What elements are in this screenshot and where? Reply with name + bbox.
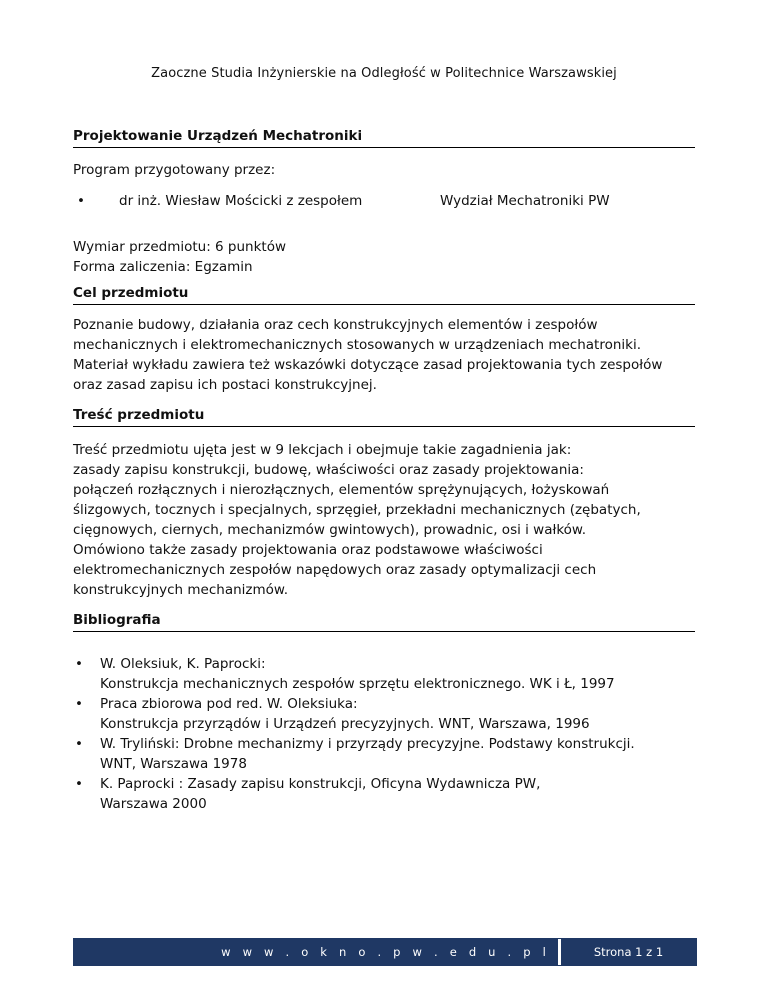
bibliography-line: W. Oleksiuk, K. Paprocki: bbox=[100, 656, 266, 672]
course-assessment: Forma zaliczenia: Egzamin bbox=[73, 259, 253, 275]
goal-line: mechanicznych i elektromechanicznych stosowanych w urządzeniach mechatroniki. bbox=[73, 337, 642, 353]
bullet-icon: • bbox=[75, 696, 83, 712]
page-number: Strona 1 z 1 bbox=[561, 939, 696, 965]
faculty: Wydział Mechatroniki PW bbox=[440, 193, 610, 209]
bullet-icon: • bbox=[75, 776, 83, 792]
content-line: Treść przedmiotu ujęta jest w 9 lekcjach i obejmuje takie zagadnienia jak: bbox=[73, 442, 572, 458]
content-line: cięgnowych, ciernych, mechanizmów gwintowych), prowadnic, osi i wałków. bbox=[73, 522, 587, 538]
bibliography-item bbox=[73, 734, 695, 774]
bibliography-item bbox=[73, 774, 695, 814]
author-row bbox=[73, 191, 695, 211]
content-text bbox=[73, 440, 695, 600]
document-body bbox=[73, 128, 695, 814]
goal-line: Poznanie budowy, działania oraz cech konstrukcyjnych elementów i zespołów bbox=[73, 317, 598, 333]
bullet-icon: • bbox=[77, 193, 85, 209]
bullet-icon: • bbox=[75, 736, 83, 752]
goal-section bbox=[73, 285, 695, 395]
content-line: połączeń rozłącznych i nierozłącznych, elementów sprężynujących, łożyskowań bbox=[73, 482, 610, 498]
bibliography-list bbox=[73, 654, 695, 814]
footer-url: w w w . o k n o . p w . e d u . p l bbox=[74, 939, 561, 965]
content-section bbox=[73, 407, 695, 600]
goal-title: Cel przedmiotu bbox=[73, 285, 695, 305]
author: dr inż. Wiesław Mościcki z zespołem bbox=[119, 193, 363, 209]
goal-text bbox=[73, 315, 695, 395]
content-line: Omówiono także zasady projektowania oraz podstawowe właściwości bbox=[73, 542, 543, 558]
course-scope: Wymiar przedmiotu: 6 punktów bbox=[73, 239, 287, 255]
bibliography-section bbox=[73, 612, 695, 814]
content-line: ślizgowych, tocznych i specjalnych, sprzęgieł, przekładni mechanicznych (zębatych, bbox=[73, 502, 641, 518]
content-line: zasady zapisu konstrukcji, budowę, właściwości oraz zasady projektowania: bbox=[73, 462, 584, 478]
page-footer bbox=[73, 938, 697, 966]
bibliography-item bbox=[73, 654, 695, 694]
bibliography-line: WNT, Warszawa 1978 bbox=[100, 756, 247, 772]
content-title: Treść przedmiotu bbox=[73, 407, 695, 427]
page-header: Zaoczne Studia Inżynierskie na Odległość w Politechnice Warszawskiej bbox=[151, 66, 617, 81]
bibliography-title: Bibliografia bbox=[73, 612, 695, 632]
goal-line: Materiał wykładu zawiera też wskazówki dotyczące zasad projektowania tych zespołów bbox=[73, 357, 663, 373]
prepared-by-label: Program przygotowany przez: bbox=[73, 162, 276, 178]
bibliography-line: K. Paprocki : Zasady zapisu konstrukcji, Oficyna Wydawnicza PW, bbox=[100, 776, 541, 792]
course-title: Projektowanie Urządzeń Mechatroniki bbox=[73, 128, 695, 148]
bullet-icon: • bbox=[75, 656, 83, 672]
bibliography-line: Konstrukcja przyrządów i Urządzeń precyzyjnych. WNT, Warszawa, 1996 bbox=[100, 716, 590, 732]
bibliography-line: Warszawa 2000 bbox=[100, 796, 207, 812]
bibliography-line: Konstrukcja mechanicznych zespołów sprzętu elektronicznego. WK i Ł, 1997 bbox=[100, 676, 615, 692]
goal-line: oraz zasad zapisu ich postaci konstrukcyjnej. bbox=[73, 377, 377, 393]
content-line: elektromechanicznych zespołów napędowych oraz zasady optymalizacji cech bbox=[73, 562, 597, 578]
bibliography-line: Praca zbiorowa pod red. W. Oleksiuka: bbox=[100, 696, 358, 712]
content-line: konstrukcyjnych mechanizmów. bbox=[73, 582, 288, 598]
bibliography-item bbox=[73, 694, 695, 734]
bibliography-line: W. Tryliński: Drobne mechanizmy i przyrządy precyzyjne. Podstawy konstrukcji. bbox=[100, 736, 635, 752]
